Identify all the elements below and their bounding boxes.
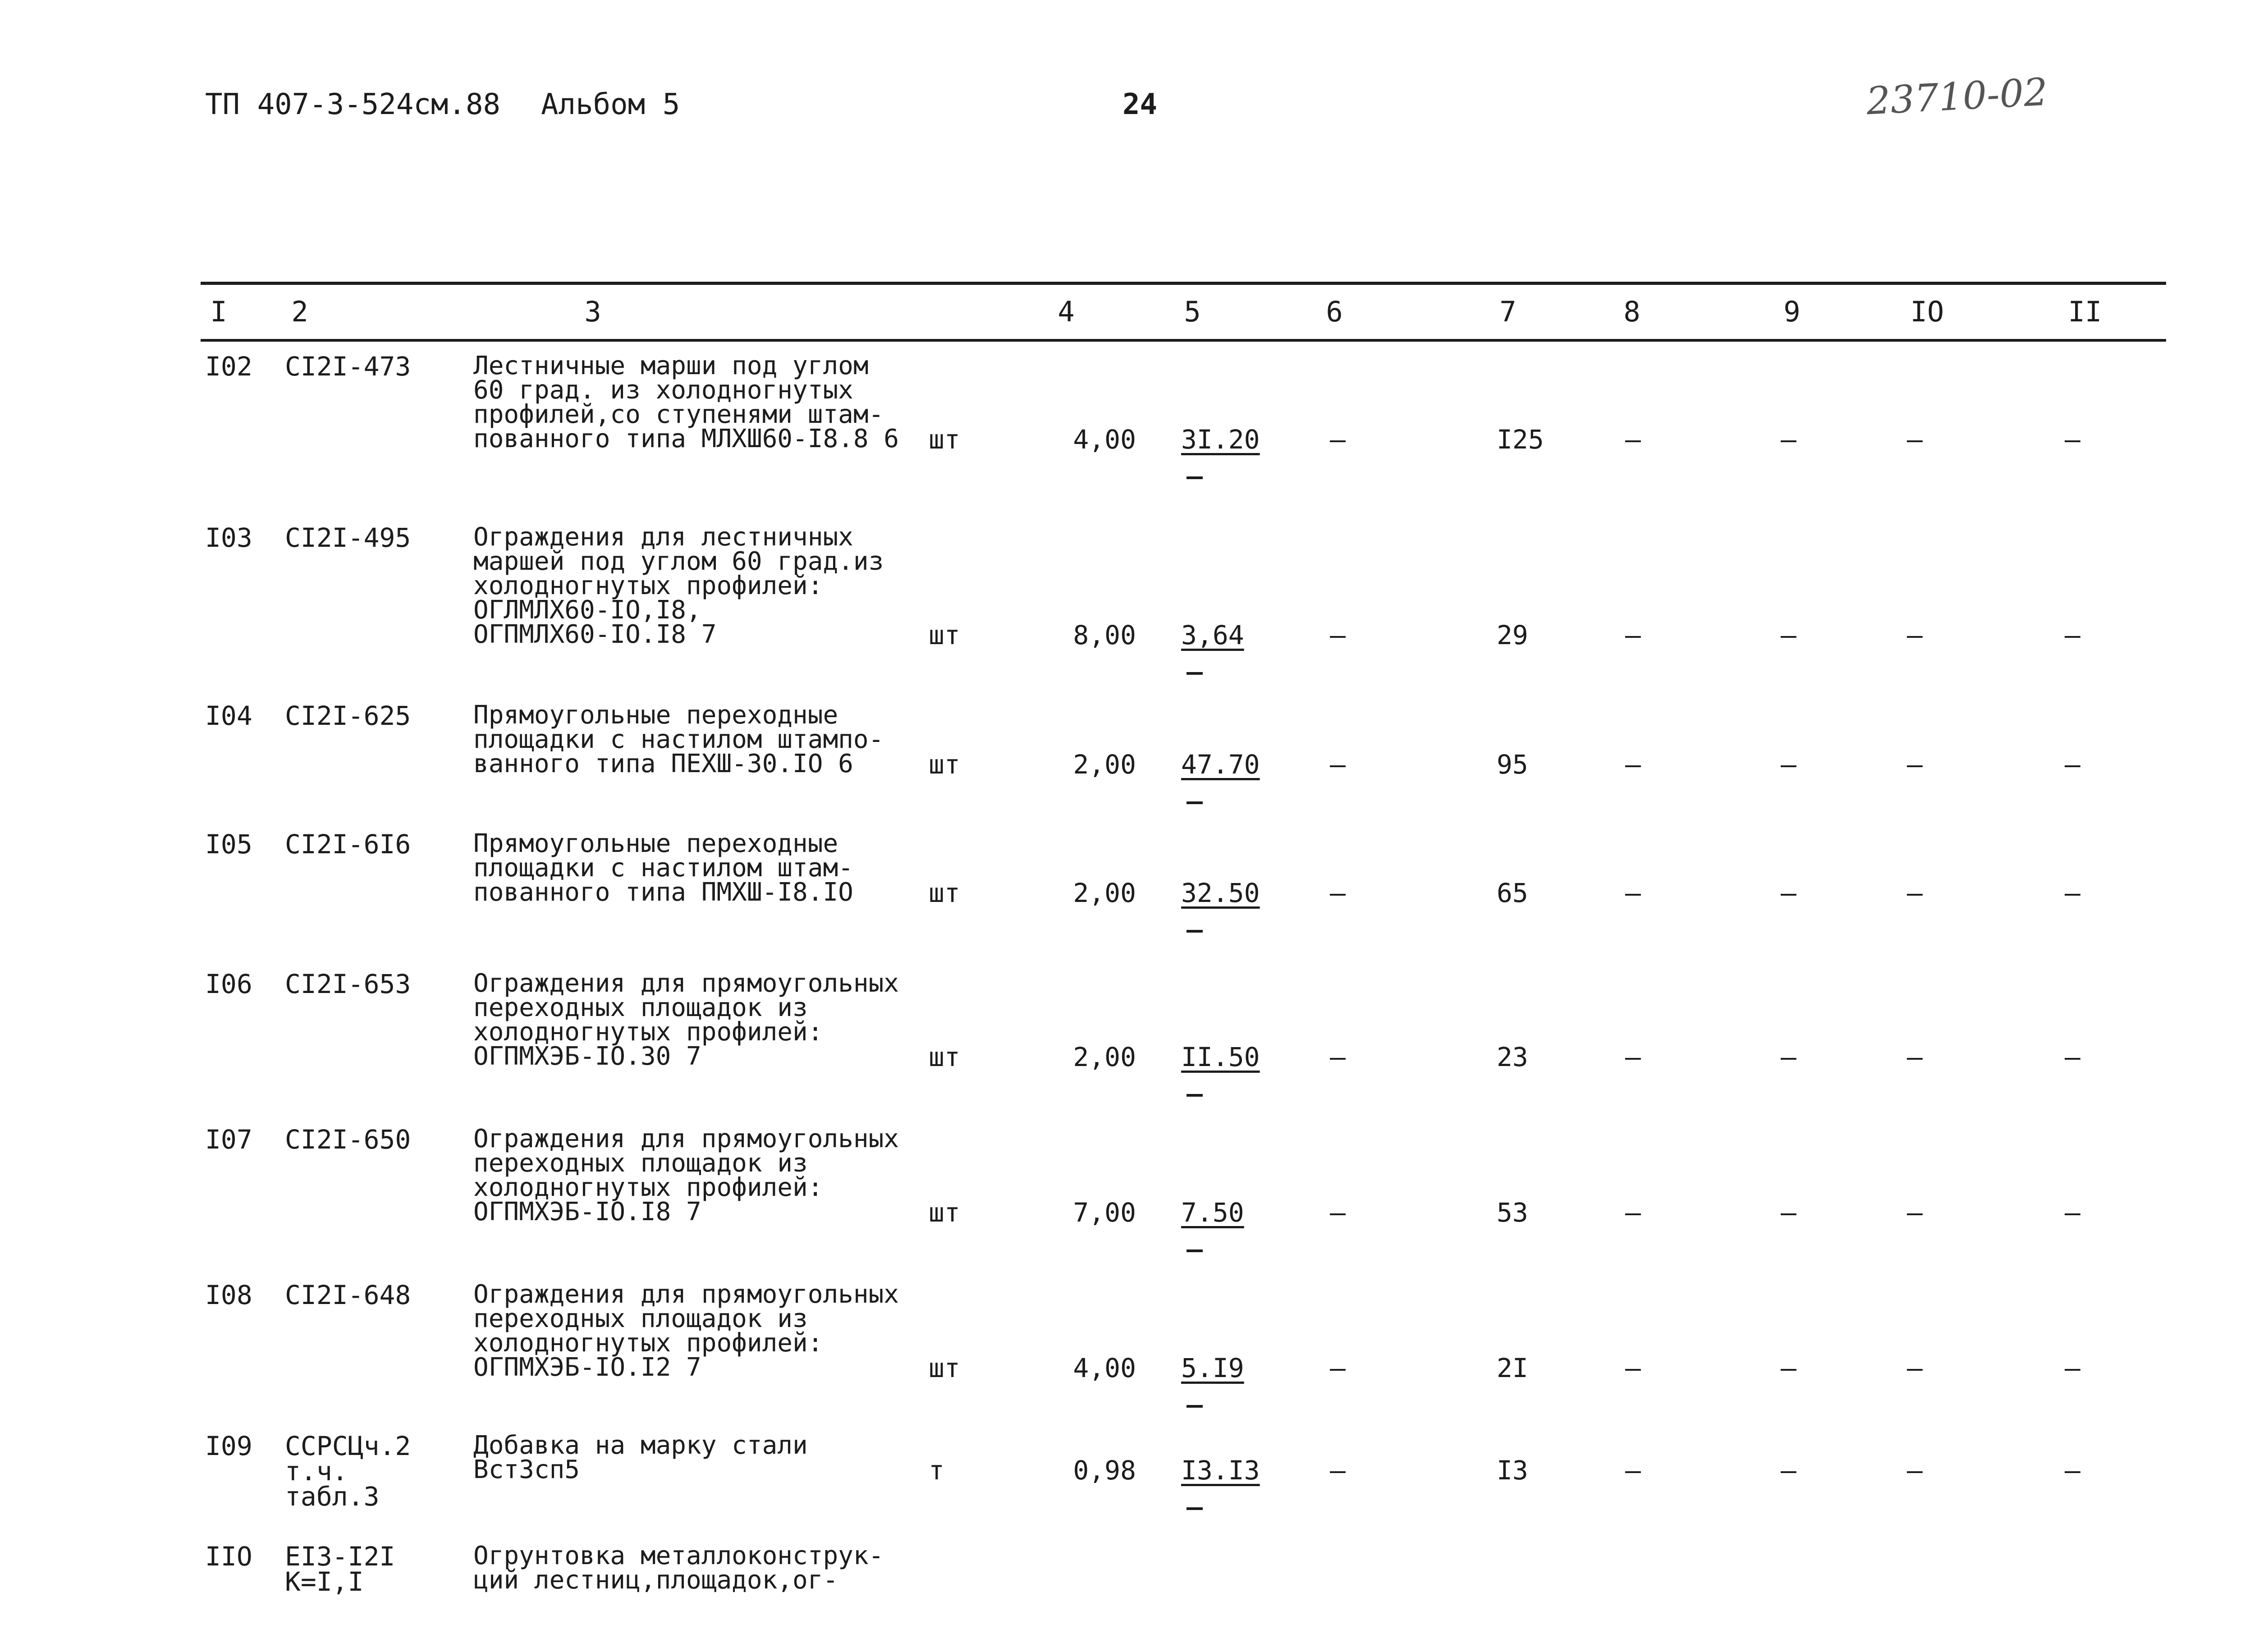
row-code: CI2I-495 <box>285 522 411 553</box>
column-header-2: 2 <box>291 295 308 328</box>
row-col8: – <box>1625 878 1641 908</box>
row-unit: т <box>929 1455 944 1486</box>
row-code: CI2I-6I6 <box>285 829 411 860</box>
column-header-9: 9 <box>1783 295 1800 328</box>
row-col8: – <box>1625 1455 1641 1486</box>
row-price: 5.I9 <box>1181 1353 1244 1383</box>
row-unit: шт <box>929 749 960 780</box>
row-price: 47.70 <box>1181 749 1260 780</box>
page-number: 24 <box>1122 88 1158 121</box>
row-col6: – <box>1330 749 1346 780</box>
row-col11: – <box>2065 1042 2080 1072</box>
row-col9: – <box>1781 749 1796 780</box>
row-col9: – <box>1781 1455 1796 1486</box>
row-col11: – <box>2065 878 2080 908</box>
row-col7: 53 <box>1497 1197 1528 1228</box>
row-price: 3,64 <box>1181 620 1244 650</box>
row-col9: – <box>1781 620 1796 650</box>
column-header-11: II <box>2068 295 2102 328</box>
row-number: I05 <box>205 829 252 860</box>
row-quantity: 0,98 <box>1073 1455 1136 1486</box>
row-col6: – <box>1330 878 1346 908</box>
row-unit: шт <box>929 620 960 650</box>
row-col10: – <box>1907 1042 1923 1072</box>
table-header-rule <box>201 339 2166 342</box>
row-number: I08 <box>205 1280 252 1310</box>
row-code: CI2I-473 <box>285 351 411 382</box>
row-col7: 23 <box>1497 1042 1528 1072</box>
row-col6: – <box>1330 1455 1346 1486</box>
album-label: Альбом 5 <box>541 88 680 121</box>
row-col10: – <box>1907 878 1923 908</box>
row-quantity: 4,00 <box>1073 1353 1136 1383</box>
document-code: ТП 407-3-524см.88 <box>205 88 501 121</box>
row-col7: I3 <box>1497 1455 1528 1486</box>
row-col10: – <box>1907 620 1923 650</box>
row-code: ССРСЦч.2 т.ч. табл.3 <box>285 1431 411 1512</box>
row-number: I03 <box>205 522 252 553</box>
table-top-rule <box>201 282 2166 285</box>
row-description: Ограждения для прямоугольных переходных площадок из холодногнутых профилей: ОГПМХЭБ-IO.30 7 <box>473 969 899 1071</box>
row-col8: – <box>1625 1042 1641 1072</box>
column-header-8: 8 <box>1623 295 1640 328</box>
row-col8: – <box>1625 620 1641 650</box>
row-code: CI2I-653 <box>285 969 411 999</box>
row-price: 7.50 <box>1181 1197 1244 1228</box>
row-unit: шт <box>929 1197 960 1228</box>
column-header-3: 3 <box>584 295 601 328</box>
row-col11: – <box>2065 1197 2080 1228</box>
row-col10: – <box>1907 1353 1923 1383</box>
row-unit: шт <box>929 1353 960 1383</box>
row-col6: – <box>1330 1042 1346 1072</box>
row-col8: – <box>1625 749 1641 780</box>
column-header-10: IO <box>1910 295 1944 328</box>
row-col11: – <box>2065 749 2080 780</box>
row-description: Огрунтовка металлоконструк- ций лестниц,площадок,ог- <box>473 1541 884 1595</box>
row-quantity: 2,00 <box>1073 878 1136 908</box>
column-header-5: 5 <box>1184 295 1201 328</box>
row-col7: 2I <box>1497 1353 1528 1383</box>
row-price: II.50 <box>1181 1042 1260 1072</box>
row-price: I3.I3 <box>1181 1455 1260 1486</box>
row-quantity: 7,00 <box>1073 1197 1136 1228</box>
row-col7: 65 <box>1497 878 1528 908</box>
row-col9: – <box>1781 878 1796 908</box>
row-col10: – <box>1907 1197 1923 1228</box>
row-col8: – <box>1625 1197 1641 1228</box>
row-col7: I25 <box>1497 424 1544 455</box>
row-col6: – <box>1330 424 1346 455</box>
row-col11: – <box>2065 1353 2080 1383</box>
row-description: Ограждения для прямоугольных переходных площадок из холодногнутых профилей: ОГПМХЭБ-IO.I2 7 <box>473 1280 899 1382</box>
row-col7: 29 <box>1497 620 1528 650</box>
row-col10: – <box>1907 424 1923 455</box>
row-quantity: 2,00 <box>1073 749 1136 780</box>
row-col8: – <box>1625 1353 1641 1383</box>
row-quantity: 4,00 <box>1073 424 1136 455</box>
row-col10: – <box>1907 1455 1923 1486</box>
row-col9: – <box>1781 1042 1796 1072</box>
row-price: 3I.20 <box>1181 424 1260 455</box>
row-col9: – <box>1781 1353 1796 1383</box>
row-col11: – <box>2065 620 2080 650</box>
column-header-7: 7 <box>1499 295 1516 328</box>
row-unit: шт <box>929 1042 960 1072</box>
row-number: I04 <box>205 700 252 731</box>
column-header-1: I <box>210 295 227 328</box>
row-col11: – <box>2065 424 2080 455</box>
row-description: Лестничные марши под углом 60 град. из холодногнутых профилей,со ступенями штам- пованного типа МЛХШ60-I8.8 6 <box>473 351 899 453</box>
row-code: CI2I-648 <box>285 1280 411 1310</box>
row-col6: – <box>1330 1353 1346 1383</box>
row-description: Добавка на марку стали Вст3сп5 <box>473 1431 808 1484</box>
row-unit: шт <box>929 878 960 908</box>
row-col7: 95 <box>1497 749 1528 780</box>
row-number: I07 <box>205 1124 252 1155</box>
handwritten-stamp: 23710-02 <box>1865 69 2049 124</box>
row-number: I09 <box>205 1431 252 1461</box>
row-number: IIO <box>205 1541 252 1572</box>
row-code: CI2I-625 <box>285 700 411 731</box>
row-col6: – <box>1330 620 1346 650</box>
row-number: I02 <box>205 351 252 382</box>
row-description: Прямоугольные переходные площадки с настилом штам- пованного типа ПМХШ-I8.IO <box>473 829 853 907</box>
row-col11: – <box>2065 1455 2080 1486</box>
row-quantity: 8,00 <box>1073 620 1136 650</box>
row-unit: шт <box>929 424 960 455</box>
row-description: Прямоугольные переходные площадки с настилом штампо- ванного типа ПЕХШ-30.IO 6 <box>473 700 884 778</box>
row-description: Ограждения для лестничных маршей под углом 60 град.из холодногнутых профилей: ОГЛМЛХ60-IO,I8, ОГПМЛХ60-IO.I8 7 <box>473 522 884 649</box>
column-header-4: 4 <box>1058 295 1075 328</box>
row-col10: – <box>1907 749 1923 780</box>
column-header-6: 6 <box>1326 295 1343 328</box>
row-quantity: 2,00 <box>1073 1042 1136 1072</box>
row-code: CI2I-650 <box>285 1124 411 1155</box>
row-col8: – <box>1625 424 1641 455</box>
row-col9: – <box>1781 1197 1796 1228</box>
row-price: 32.50 <box>1181 878 1260 908</box>
row-number: I06 <box>205 969 252 999</box>
row-description: Ограждения для прямоугольных переходных площадок из холодногнутых профилей: ОГПМХЭБ-IO.I8 7 <box>473 1124 899 1226</box>
row-col9: – <box>1781 424 1796 455</box>
row-col6: – <box>1330 1197 1346 1228</box>
row-code: EI3-I2I К=I,I <box>285 1541 395 1597</box>
